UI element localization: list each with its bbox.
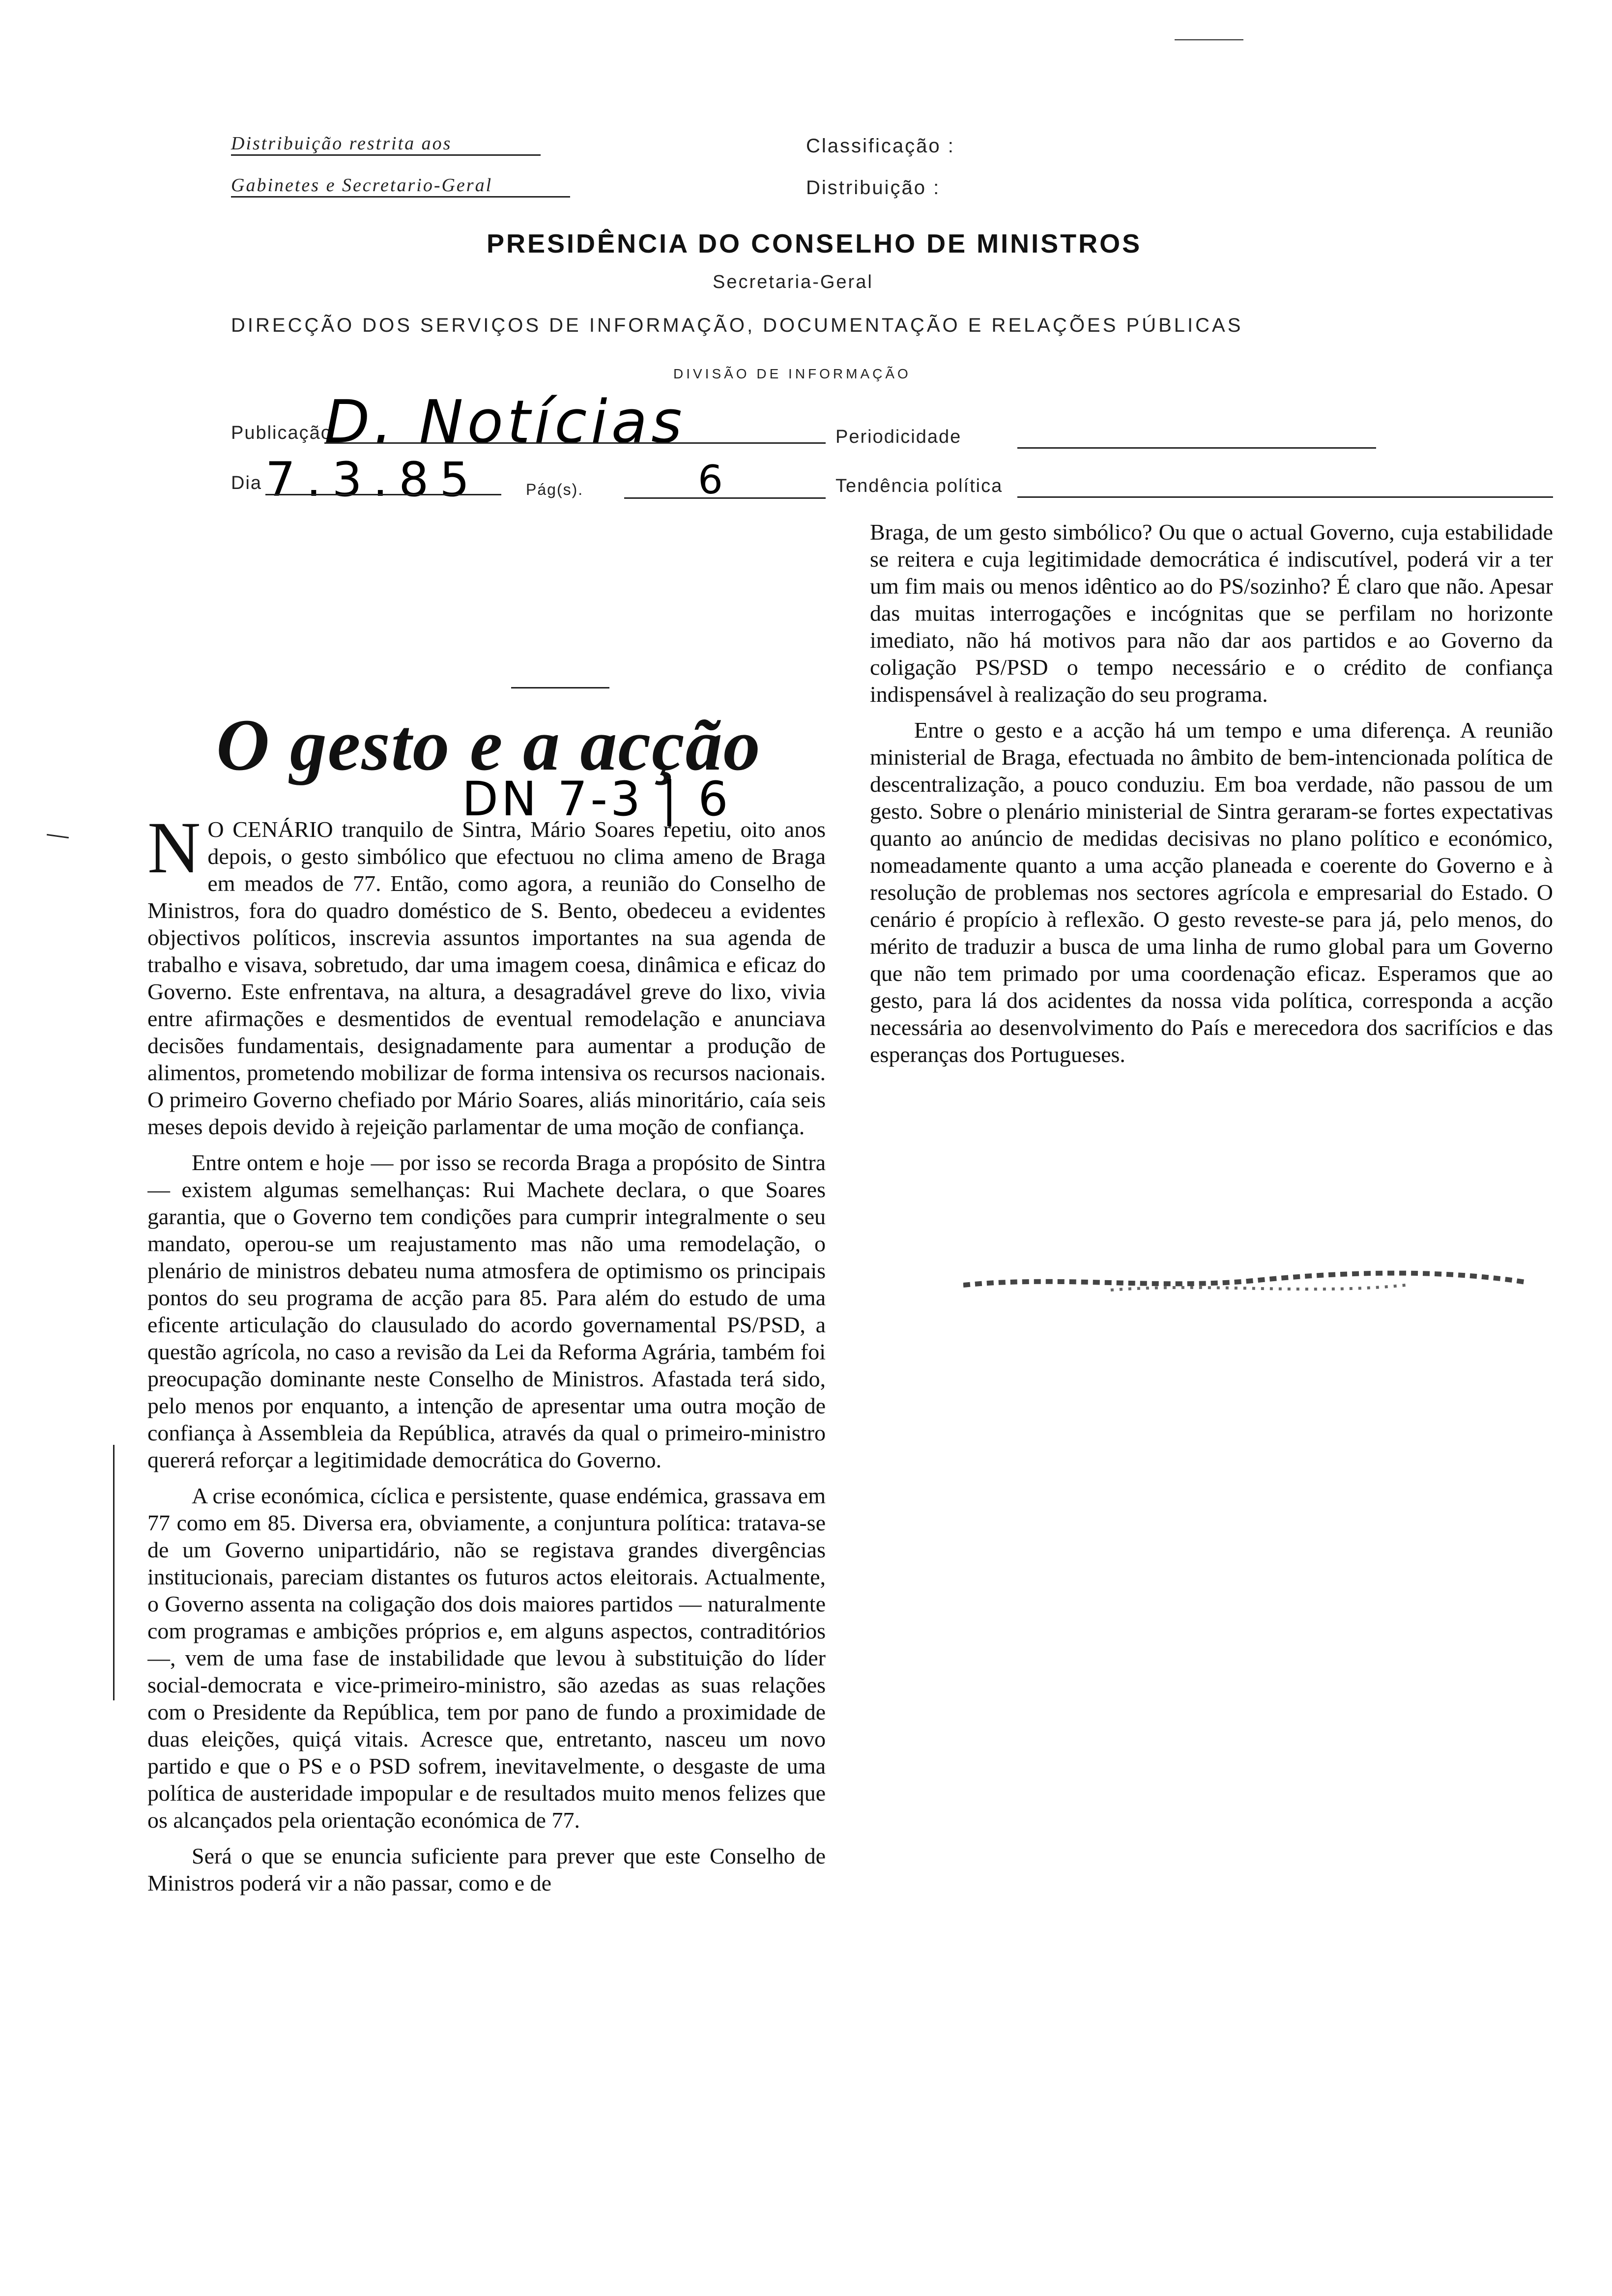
organization-title: PRESIDÊNCIA DO CONSELHO DE MINISTROS bbox=[487, 229, 1142, 258]
distribution-line-1: Distribuição restrita aos bbox=[231, 133, 541, 156]
pags-label: Pág(s). bbox=[526, 481, 584, 498]
margin-line bbox=[113, 1445, 115, 1700]
directorate: DIRECÇÃO DOS SERVIÇOS DE INFORMAÇÃO, DOCUMENTAÇÃO E RELAÇÕES PÚBLICAS bbox=[231, 315, 1243, 336]
margin-tick bbox=[47, 834, 69, 838]
publicacao-value: D. Notícias bbox=[324, 388, 686, 457]
article-headline: O gesto e a acção bbox=[216, 704, 761, 786]
paragraph-1: N O CENÁRIO tranquilo de Sintra, Mário Soares repetiu, oito anos depois, o gesto simbólico que efectuou no clima ameno de Braga em meados de 77. Então, como agora, a reunião do Conselho de Ministros, fora do quadro doméstico de S. Bento, obedeceu a evidentes objectivos políticos, inscrevia assuntos importantes na sua agenda de trabalho e visava, sobretudo, dar uma imagem coesa, dinâmica e eficaz do Governo. Este enfrentava, na altura, a desagradável greve do lixo, vivia entre afirmações e desmentidos de eventual remodelação e anunciava decisões fundamentais, designadamente para aumentar a produção de alimentos, prometendo mobilizar de forma intensiva os recursos nacionais. O primeiro Governo chefiado por Mário Soares, aliás minoritário, caía seis meses depois devido à rejeição parlamentar de uma moção de confiança. bbox=[147, 816, 826, 1139]
classificacao-label: Classificação : bbox=[806, 135, 955, 157]
paragraph-4: Será o que se enuncia suficiente para prever que este Conselho de Ministros poderá vir a não passar, como e de bbox=[147, 1843, 826, 1895]
paragraph-right-2: Entre o gesto e a acção há um tempo e uma diferença. A reunião ministerial de Braga, efectuada no âmbito de bem-intencionada política de descentralização, a pouco conduziu. Em boa verdade, não passou de um gesto. Sobre o plenário ministerial de Sintra geraram-se fortes expectativas quanto ao anúncio de medidas decisivas no plano político e económico, nomeadamente quanto a uma acção planeada e coerente do Governo e à resolução de problemas nos sectores agrícola e empresarial do Estado. O cenário é propício à reflexão. O gesto reveste-se para já, pelo menos, do mérito de traduzir a busca de uma linha de rumo global para um Governo que não tem primado por uma coordenação eficaz. Esperamos que ao gesto, para lá dos acidentes da nossa vida política, corresponda a acção necessária ao desenvolvimento do País e merecedora dos sacrifícios e das esperanças dos Portugueses. bbox=[870, 718, 1553, 1067]
dia-value: 7.3.85 bbox=[265, 452, 481, 507]
dia-label: Dia bbox=[231, 473, 262, 493]
periodicidade-line bbox=[1017, 447, 1376, 449]
division: DIVISÃO DE INFORMAÇÃO bbox=[673, 366, 911, 381]
periodicidade-label: Periodicidade bbox=[835, 427, 962, 447]
right-column bbox=[870, 518, 1553, 1315]
paragraph-3: A crise económica, cíclica e persistente, quase endémica, grassava em 77 como em 85. Diversa era, obviamente, a conjuntura política: tratava-se de um Governo unipartidário, não se registava grandes divergências institucionais, pareciam distantes os futuros actos eleitorais. Actualmente, o Governo assenta na coligação dos dois maiores partidos — naturalmente com programas e ambições próprios e, em alguns aspectos, contraditórios —, vem de uma fase de instabilidade que levou à substituição do líder social-democrata e vice-primeiro-ministro, são azedas as suas relações com o Presidente da República, tem por pano de fundo a proximidade de duas eleições, quiçá vitais. Acresce que, entretanto, nasceu um novo partido e que o PS e o PSD sofrem, inevitavelmente, o desgaste de uma política de austeridade impopular e de resultados muito menos felizes que os alcançados pela orientação económica de 77. bbox=[147, 1483, 826, 1833]
publicacao-line bbox=[324, 442, 826, 444]
secretariat: Secretaria-Geral bbox=[713, 272, 873, 292]
left-column bbox=[147, 816, 826, 2285]
scan-smudge bbox=[963, 1256, 1533, 1300]
paragraph-right-1: Braga, de um gesto simbólico? Ou que o actual Governo, cuja estabilidade se reitera e cuja legitimidade democrática é indiscutível, poderá vir a ter um fim mais ou menos idêntico ao do PS/sozinho? É claro que não. Apesar das muitas interrogações e incógnitas que se perfilam no horizonte imediato, não há motivos para não dar aos partidos e ao Governo da coligação PS/PSD o tempo necessário e o crédito de confiança indispensável à realização do seu programa. bbox=[870, 519, 1553, 707]
drop-cap: N bbox=[147, 816, 201, 889]
corner-mark bbox=[1175, 39, 1243, 40]
pags-line bbox=[624, 497, 826, 499]
headline-rule bbox=[511, 687, 609, 689]
dia-line bbox=[265, 494, 501, 495]
tendencia-line bbox=[1017, 496, 1553, 498]
handwritten-annotation: DN 7-3 | 6 bbox=[462, 772, 731, 827]
paragraph-2: Entre ontem e hoje — por isso se recorda Braga a propósito de Sintra — existem algumas semelhanças: Rui Machete declara, o que Soares garantia, que o Governo tem condições para cumprir integralmente o seu mandato, operou-se um reajustamento mas não uma remodelação, o plenário de ministros debateu numa atmosfera de optimismo os principais pontos do seu programa de acção para 85. Para além do estudo de uma eficente articulação do clausulado do acordo governamental PS/PSD, a questão agrícola, no caso a revisão da Lei da Reforma Agrária, também foi preocupação dominante neste Conselho de Ministros. Afastada terá sido, pelo menos por enquanto, a intenção de apresentar uma outra moção de confiança à Assembleia da República, através da qual o primeiro-ministro quererá reforçar a legitimidade democrática do Governo. bbox=[147, 1150, 826, 1472]
distribution-line-2: Gabinetes e Secretario-Geral bbox=[231, 174, 570, 198]
distribuicao-label: Distribuição : bbox=[806, 177, 941, 199]
pags-value: 6 bbox=[698, 457, 723, 503]
publicacao-label: Publicação bbox=[231, 423, 332, 443]
tendencia-label: Tendência política bbox=[835, 476, 1003, 496]
